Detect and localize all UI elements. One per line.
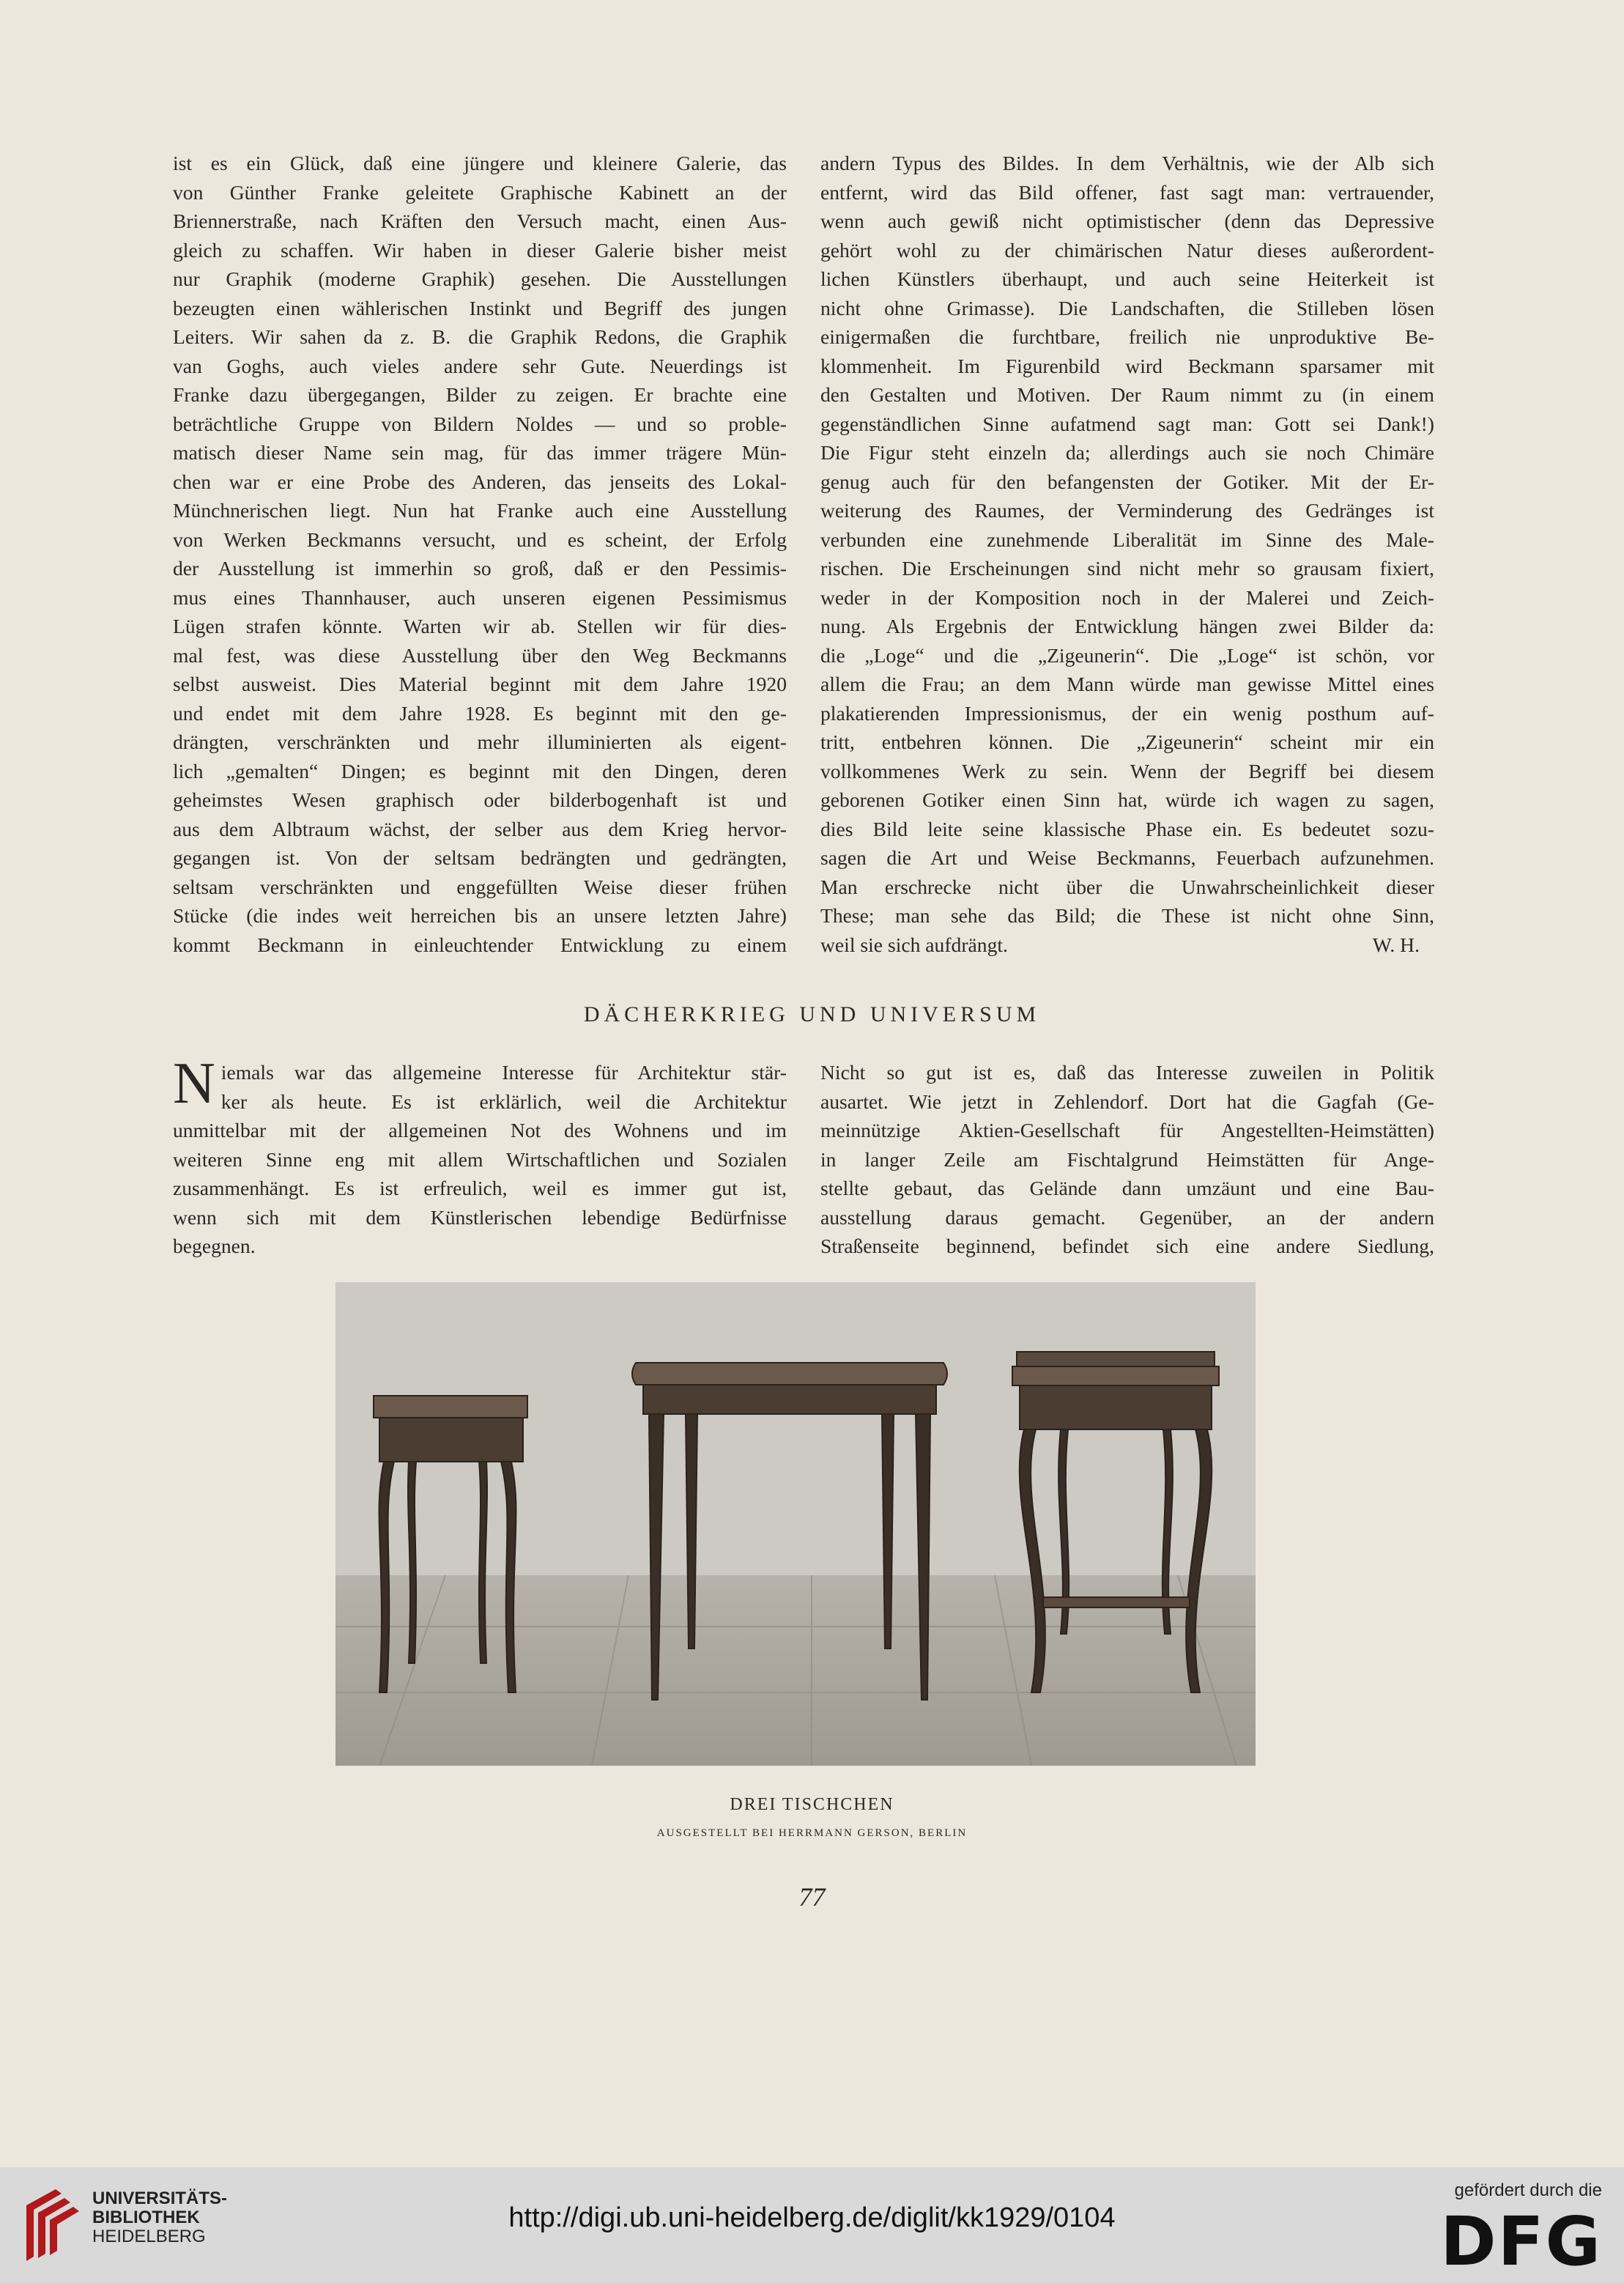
text-line: begegnen.: [173, 1235, 256, 1257]
text-line: plakatierenden Impressionismus, der ein wenig posthum auf-: [820, 701, 1434, 725]
library-name-line2: BIBLIOTHEK: [92, 2208, 200, 2227]
text-line: Stücke (die indes weit herreichen bis an unsere letzten Jahre): [173, 904, 787, 927]
text-line: weiteren Sinne eng mit allem Wirtschaftlichen und Sozialen: [173, 1147, 787, 1171]
text-line: von Günther Franke geleitete Graphische Kabinett an der: [173, 180, 787, 204]
text-line: entfernt, wird das Bild offener, fast sagt man: vertrauender,: [820, 180, 1434, 204]
section-right-column: [820, 1058, 1434, 1261]
text-line: gegangen ist. Von der seltsam bedrängten und gedrängten,: [173, 846, 787, 869]
funded-by-label: gefördert durch die: [1454, 2180, 1602, 2200]
text-line: Man erschrecke nicht über die Unwahrscheinlichkeit dieser: [820, 875, 1434, 898]
section-left-column: [173, 1051, 787, 1261]
text-line: der Ausstellung ist immerhin so groß, daß er den Pessimis-: [173, 557, 787, 580]
article-left-column: [173, 149, 787, 959]
text-line: tritt, entbehren können. Die „Zigeunerin“ scheint mir ein: [820, 730, 1434, 753]
text-line: wenn auch gewiß nicht optimistischer (denn das Depressive: [820, 210, 1434, 232]
section-title: DÄCHERKRIEG UND UNIVERSUM: [583, 1002, 1041, 1026]
text-line: Straßenseite beginnend, befindet sich eine andere Siedlung,: [820, 1235, 1434, 1257]
text-line: rischen. Die Erscheinungen sind nicht mehr so grausam fixiert,: [820, 557, 1434, 580]
drop-cap: N: [173, 1051, 215, 1116]
text-line: zusammenhängt. Es ist erfreulich, weil es immer gut ist,: [173, 1177, 787, 1199]
tables-illustration: [335, 1282, 1256, 1766]
text-line: allem die Frau; an dem Mann würde man gewisse Mittel eines: [820, 673, 1434, 695]
text-line: nung. Als Ergebnis der Entwicklung hängen zwei Bilder da:: [820, 615, 1434, 637]
text-line: Briennerstraße, nach Kräften den Versuch macht, einen Aus-: [173, 210, 787, 232]
figure-caption: DREI TISCHCHEN: [730, 1795, 894, 1814]
text-line: geborenen Gotiker einen Sinn hat, würde ich wagen zu sagen,: [820, 788, 1434, 811]
page-number: 77: [798, 1882, 826, 1912]
text-line: beträchtliche Gruppe von Bildern Noldes — und so proble-: [173, 412, 787, 435]
text-line: geheimstes Wesen graphisch oder bilderbogenhaft ist und: [173, 788, 787, 811]
text-line: weiterung des Raumes, der Verminderung des Gedränges ist: [820, 499, 1434, 522]
author-signature: W. H.: [1372, 933, 1420, 956]
text-line: gehört wohl zu der chimärischen Natur dieses außerordent-: [820, 238, 1434, 262]
text-line: unmittelbar mit der allgemeinen Not des Wohnens und im: [173, 1119, 787, 1142]
text-line: Nicht so gut ist es, daß das Interesse zuweilen in Politik: [820, 1061, 1434, 1084]
text-line: aus dem Albtraum wächst, der selber aus dem Krieg hervor-: [173, 817, 787, 840]
text-line: van Goghs, auch vieles andere sehr Gute. Neuerdings ist: [173, 354, 787, 377]
text-line: mal fest, was diese Ausstellung über den Weg Beckmanns: [173, 643, 787, 667]
library-name-line1: UNIVERSITÄTS-: [92, 2188, 228, 2208]
figure-subcaption: AUSGESTELLT BEI HERRMANN GERSON, BERLIN: [656, 1827, 968, 1839]
text-line: einigermaßen die furchtbare, freilich nie unproduktive Be-: [820, 325, 1434, 348]
text-line: chen war er eine Probe des Anderen, das jenseits des Lokal-: [173, 470, 787, 493]
text-line: die „Loge“ und die „Zigeunerin“. Die „Loge“ ist schön, vor: [820, 643, 1434, 667]
text-line: gegenständlichen Sinne aufatmend sagt man: Gott sei Dank!): [820, 412, 1434, 435]
text-line: verbunden eine zunehmende Liberalität im Sinne des Male-: [820, 528, 1434, 551]
text-line: dies Bild leite seine klassische Phase ein. Es bedeutet sozu-: [820, 817, 1434, 840]
text-line: sagen die Art und Weise Beckmanns, Feuerbach aufzunehmen.: [820, 846, 1434, 869]
text-line: Münchnerischen liegt. Nun hat Franke auch eine Ausstellung: [173, 499, 787, 522]
text-line: weder in der Komposition noch in der Malerei und Zeich-: [820, 585, 1434, 609]
digital-copy-url-link[interactable]: http://digi.ub.uni-heidelberg.de/diglit/kk1929/0104: [508, 2202, 1116, 2233]
text-line: klommenheit. Im Figurenbild wird Beckmann sparsamer mit: [820, 354, 1434, 377]
text-line: selbst ausweist. Dies Material beginnt mit dem Jahre 1920: [173, 673, 787, 695]
text-line: vollkommenes Werk zu sein. Wenn der Begriff bei diesem: [820, 759, 1434, 782]
text-line: wenn sich mit dem Künstlerischen lebendige Bedürfnisse: [173, 1205, 787, 1229]
text-line: matisch dieser Name sein mag, für das immer trägere Mün-: [173, 441, 787, 464]
text-line: ausartet. Wie jetzt in Zehlendorf. Dort hat die Gagfah (Ge-: [820, 1089, 1434, 1113]
text-line: stellte gebaut, das Gelände dann umzäunt und eine Bau-: [820, 1177, 1434, 1199]
footer-bar: [0, 2167, 1624, 2283]
text-line: genug auch für den befangensten der Gotiker. Mit der Er-: [820, 470, 1434, 493]
text-line: und endet mit dem Jahre 1928. Es beginnt mit den ge-: [173, 701, 787, 725]
text-line: ist es ein Glück, daß eine jüngere und kleinere Galerie, das: [173, 152, 787, 174]
text-line: ker als heute. Es ist erklärlich, weil die Architektur: [220, 1089, 787, 1113]
photo-three-tables: [335, 1282, 1256, 1766]
text-line: in langer Zeile am Fischtalgrund Heimstätten für Ange-: [820, 1147, 1434, 1171]
text-line: drängten, verschränkten und mehr illuminierten als eigent-: [173, 730, 787, 753]
text-line: These; man sehe das Bild; die These ist nicht ohne Sinn,: [820, 904, 1434, 927]
text-line: nicht ohne Grimasse). Die Landschaften, die Stilleben lösen: [820, 296, 1434, 319]
text-line: Die Figur steht einzeln da; allerdings auch sie noch Chimäre: [820, 441, 1434, 464]
text-line: lichen Künstlers überhaupt, und auch seine Heiterkeit ist: [820, 267, 1434, 290]
text-line: nur Graphik (moderne Graphik) gesehen. Die Ausstellungen: [173, 267, 787, 290]
text-line: den Gestalten und Motiven. Der Raum nimmt zu (in einem: [820, 383, 1434, 406]
text-line: mus eines Thannhauser, auch unseren eigenen Pessimismus: [173, 585, 787, 609]
text-line: andern Typus des Bildes. In dem Verhältnis, wie der Alb sich: [820, 152, 1434, 174]
library-name-line3: HEIDELBERG: [92, 2227, 206, 2246]
closing-text: weil sie sich aufdrängt.: [820, 933, 1008, 956]
text-line: meinnützige Aktien-Gesellschaft für Angestellten-Heimstätten): [820, 1119, 1434, 1142]
text-line: von Werken Beckmanns versucht, und es scheint, der Erfolg: [173, 528, 787, 551]
article-closing-line: [820, 930, 1434, 960]
text-line: Lügen strafen könnte. Warten wir ab. Stellen wir für dies-: [173, 615, 787, 637]
text-line: gleich zu schaffen. Wir haben in dieser Galerie bisher meist: [173, 238, 787, 262]
text-line: kommt Beckmann in einleuchtender Entwicklung zu einem: [173, 933, 787, 956]
dfg-logo[interactable]: DFG: [1440, 2202, 1602, 2281]
text-line: iemals war das allgemeine Interesse für Architektur stär-: [220, 1061, 787, 1084]
text-line: Franke dazu übergegangen, Bilder zu zeigen. Er brachte eine: [173, 383, 787, 406]
text-line: lich „gemalten“ Dingen; es beginnt mit den Dingen, deren: [173, 759, 787, 782]
text-line: ausstellung daraus gemacht. Gegenüber, an der andern: [820, 1205, 1434, 1229]
article-right-column: [820, 149, 1434, 959]
text-line: Leiters. Wir sahen da z. B. die Graphik Redons, die Graphik: [173, 325, 787, 348]
text-line: bezeugten einen wählerischen Instinkt und Begriff des jungen: [173, 296, 787, 319]
text-line: seltsam verschränkten und enggefüllten Weise dieser frühen: [173, 875, 787, 898]
